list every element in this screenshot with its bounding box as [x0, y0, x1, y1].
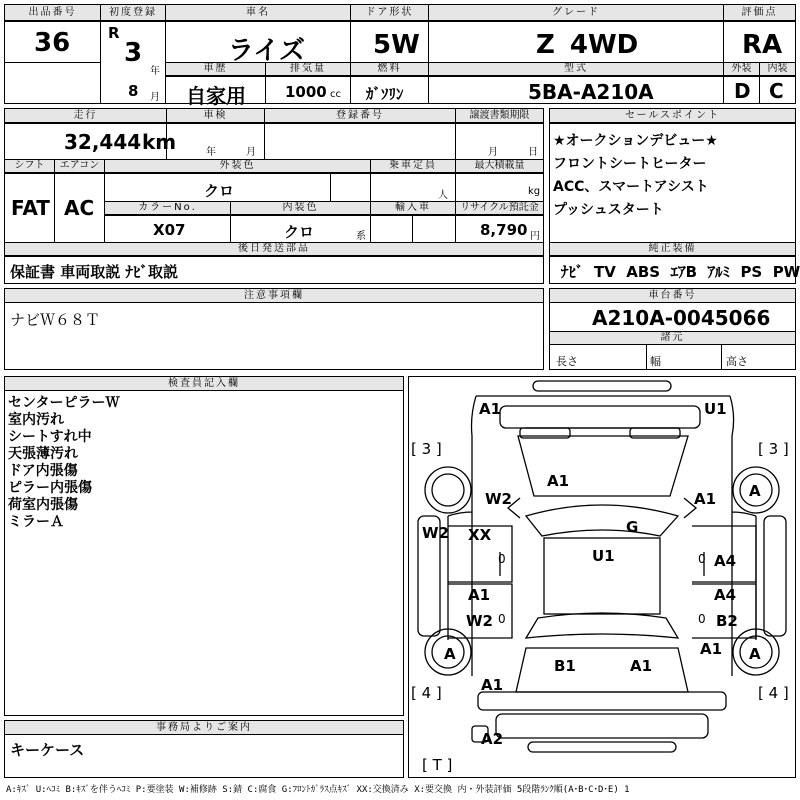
shift: FAT: [11, 196, 50, 220]
mark-b1: B1: [554, 657, 576, 675]
rear-bumper-strip: [528, 742, 676, 752]
mileage-label: 走行: [73, 110, 98, 121]
shift-label: シフト: [14, 160, 45, 171]
inspector-item: ミラーＡ: [8, 514, 64, 530]
inspector-label: 検査員記入欄: [168, 378, 240, 389]
model-label: 型式: [564, 63, 588, 74]
inspector-item: 室内汚れ: [8, 412, 64, 428]
divider: [330, 173, 331, 201]
divider: [646, 345, 647, 370]
int-color-label: 内装色: [282, 202, 319, 213]
yen-unit: 円: [530, 231, 540, 242]
mark-a1-right: A1: [694, 490, 717, 508]
dims-label: 諸元: [660, 332, 685, 343]
later-parts: 保証書 車両取説 ﾅﾋﾞ取説: [10, 263, 178, 281]
ext-color: クロ: [204, 182, 235, 200]
chassis-label: 車台番号: [648, 290, 697, 301]
sales-point-item: プッシュスタート: [553, 202, 664, 218]
fuel-label: 燃料: [377, 63, 402, 74]
series-unit: 系: [356, 231, 366, 242]
reg-year: 3: [124, 38, 143, 68]
mark-a1-left-2: A1: [468, 586, 491, 604]
notes-label: 注意事項欄: [244, 290, 304, 301]
inspection-label: 車検: [203, 110, 228, 121]
mark-a1-left-3: A1: [481, 676, 504, 694]
divider: [412, 215, 413, 242]
inspection-year-unit: 年: [206, 147, 216, 158]
mark-g: G: [626, 518, 639, 536]
lot-number-label: 出品番号: [28, 7, 77, 18]
mark-a-tire-fr: A: [749, 482, 761, 500]
sales-points-list: [553, 130, 718, 222]
divider: [723, 4, 724, 104]
model: 5BA-A210A: [528, 80, 654, 104]
mark-a4-right-1: A4: [714, 552, 737, 570]
fuel: ｶﾞｿﾘﾝ: [366, 85, 404, 103]
sales-point-item: フロントシートヒーター: [553, 156, 707, 172]
first-reg-label: 初度登録: [109, 7, 157, 18]
inspector-item: ピラー内張傷: [8, 480, 92, 496]
mark-a1-trunk: A1: [630, 657, 653, 675]
divider: [4, 123, 544, 124]
color-no-label: カラーNo.: [138, 202, 197, 213]
doc-deadline-label: 譲渡書類期限: [469, 110, 530, 121]
mark-zero-2: 0: [698, 552, 706, 566]
mark-zero-1: 0: [498, 552, 506, 566]
ext-color-label: 外装色: [219, 160, 256, 171]
height-label: 高さ: [726, 355, 748, 368]
equipment-item: PS: [740, 263, 763, 281]
divider: [4, 62, 101, 63]
bracket-t: [ T ]: [422, 756, 453, 774]
inspector-item: センターピラーＷ: [8, 395, 120, 411]
bracket-3-right: [ 3 ]: [758, 440, 789, 458]
divider: [549, 123, 796, 124]
divider: [104, 215, 544, 216]
panel-far-right: [764, 516, 786, 636]
divider: [428, 4, 429, 104]
interior-label: 内装: [767, 63, 788, 74]
mark-w2-left-2: W2: [466, 612, 493, 630]
hood: [518, 436, 688, 496]
mark-xx: XX: [468, 526, 492, 544]
divider: [4, 173, 544, 174]
history: 自家用: [186, 84, 246, 108]
sales-point-item: ★オークションデビュー★: [553, 133, 718, 149]
mark-a4-right-2: A4: [714, 586, 737, 604]
inspector-item: 天張薄汚れ: [8, 446, 78, 462]
equipment-item: TV: [593, 263, 616, 281]
inspector-item: 荷室内張傷: [8, 497, 78, 513]
front-panel: [500, 406, 700, 428]
equipment-item: ABS: [626, 263, 661, 281]
equipment-item: ｱﾙﾐ: [707, 263, 730, 281]
max-load-label: 最大積載量: [474, 160, 525, 171]
mark-a-tire-rr: A: [749, 645, 761, 663]
month-suffix: 月: [150, 92, 160, 103]
equipment-item: ﾅﾋﾞ: [561, 263, 584, 281]
rear-panel: [478, 692, 726, 710]
mark-a1-hood: A1: [547, 472, 570, 490]
equipment-label: 純正装備: [648, 243, 697, 254]
inspection-month-unit: 月: [246, 147, 256, 158]
door-label: ドア形状: [365, 7, 414, 18]
inspector-item: シートすれ中: [8, 429, 92, 445]
car-diagram: [408, 376, 796, 778]
int-color: クロ: [284, 223, 315, 241]
trunk: [516, 648, 688, 692]
bracket-4-left: [ 4 ]: [411, 684, 442, 702]
windshield: [526, 505, 678, 536]
exterior-label: 外装: [731, 63, 752, 74]
equipment-list: [561, 261, 800, 282]
displacement-label: 排気量: [290, 63, 326, 74]
ac-label: エアコン: [59, 160, 100, 171]
kg-unit: kg: [528, 186, 541, 197]
door-type: 5W: [373, 30, 420, 60]
mark-a2: A2: [481, 730, 504, 748]
recycle-fee: 8,790: [480, 221, 528, 239]
rear-window: [526, 613, 678, 638]
equipment-item: PW: [772, 263, 800, 281]
front-body: [472, 396, 734, 436]
car-name: ライズ: [228, 36, 305, 66]
divider: [4, 256, 544, 257]
grade-label: グレード: [552, 7, 600, 18]
width-label: 幅: [650, 355, 661, 368]
exterior-grade: D: [734, 79, 751, 103]
lot-number: 36: [34, 28, 71, 58]
grade: Z 4WD: [536, 30, 639, 60]
bracket-3-left: [ 3 ]: [411, 440, 442, 458]
mark-u1-front-right: U1: [704, 400, 727, 418]
divider: [721, 345, 722, 370]
deadline-day-unit: 日: [528, 147, 538, 158]
score: RA: [742, 30, 783, 60]
mark-w2-side: W2: [422, 524, 449, 542]
displacement-unit: cc: [330, 89, 341, 100]
recycle-label: リサイクル預託金: [460, 202, 539, 213]
divider: [100, 4, 101, 104]
divider: [4, 21, 796, 22]
mark-a-tire-rl: A: [444, 645, 456, 663]
body-left-side: [448, 436, 472, 676]
mileage: 32,444: [64, 130, 142, 154]
office-text: キーケース: [10, 741, 85, 759]
reg-no-label: 登録番号: [336, 110, 384, 121]
equipment-item: ｴｱB: [670, 263, 698, 281]
car-name-label: 車名: [246, 7, 270, 18]
era: R: [108, 24, 120, 42]
import-label: 輸入車: [395, 202, 431, 213]
inspector-item: ドア内張傷: [8, 463, 78, 479]
later-parts-label: 後日発送部品: [238, 243, 310, 254]
bracket-4-right: [ 4 ]: [758, 684, 789, 702]
tire-front-left-inner: [432, 474, 464, 506]
score-label: 評価点: [741, 7, 778, 18]
office-label: 事務局よりご案内: [156, 722, 252, 733]
legend-text: A:ｷｽﾞ U:ﾍｺﾐ B:ｷｽﾞを伴うﾍｺﾐ P:要塗装 W:補修跡 S:錆 C:腐食 G:ﾌﾛﾝﾄｶﾞﾗｽ点ｷｽﾞ XX:交換済み X:要交換 内・外装評価 5段階ﾗﾝｸ順(A･B･C･D･E) 1: [6, 785, 630, 795]
sales-points-label: セールスポイント: [624, 110, 721, 121]
color-no: X07: [153, 221, 186, 239]
interior-grade: C: [769, 79, 784, 103]
mileage-unit: km: [142, 130, 177, 154]
notes-text: ナビＷ６８Ｔ: [10, 311, 101, 329]
length-label: 長さ: [556, 355, 578, 368]
mark-u1-roof: U1: [592, 547, 615, 565]
mark-zero-4: 0: [698, 612, 706, 626]
capacity-label: 乗車定員: [389, 160, 437, 171]
front-bumper: [533, 381, 671, 391]
divider: [165, 76, 796, 77]
rear-bumper: [496, 714, 708, 738]
year-suffix: 年: [150, 66, 160, 77]
person-unit: 人: [438, 190, 448, 201]
displacement: 1000: [285, 83, 327, 101]
reg-month: 8: [128, 82, 139, 100]
mark-zero-3: 0: [498, 612, 506, 626]
deadline-month-unit: 月: [488, 147, 498, 158]
divider: [549, 256, 796, 257]
chassis-number: A210A-0045066: [592, 306, 771, 330]
divider: [165, 4, 166, 104]
mark-a1-front-left: A1: [479, 400, 502, 418]
inspector-list: [8, 395, 119, 531]
mark-b2: B2: [716, 612, 738, 630]
mark-a1-right-3: A1: [700, 640, 723, 658]
sales-point-item: ACC、スマートアシスト: [553, 179, 709, 195]
history-label: 車歴: [203, 63, 228, 74]
ac: AC: [64, 196, 95, 220]
mark-w2-left: W2: [485, 490, 512, 508]
